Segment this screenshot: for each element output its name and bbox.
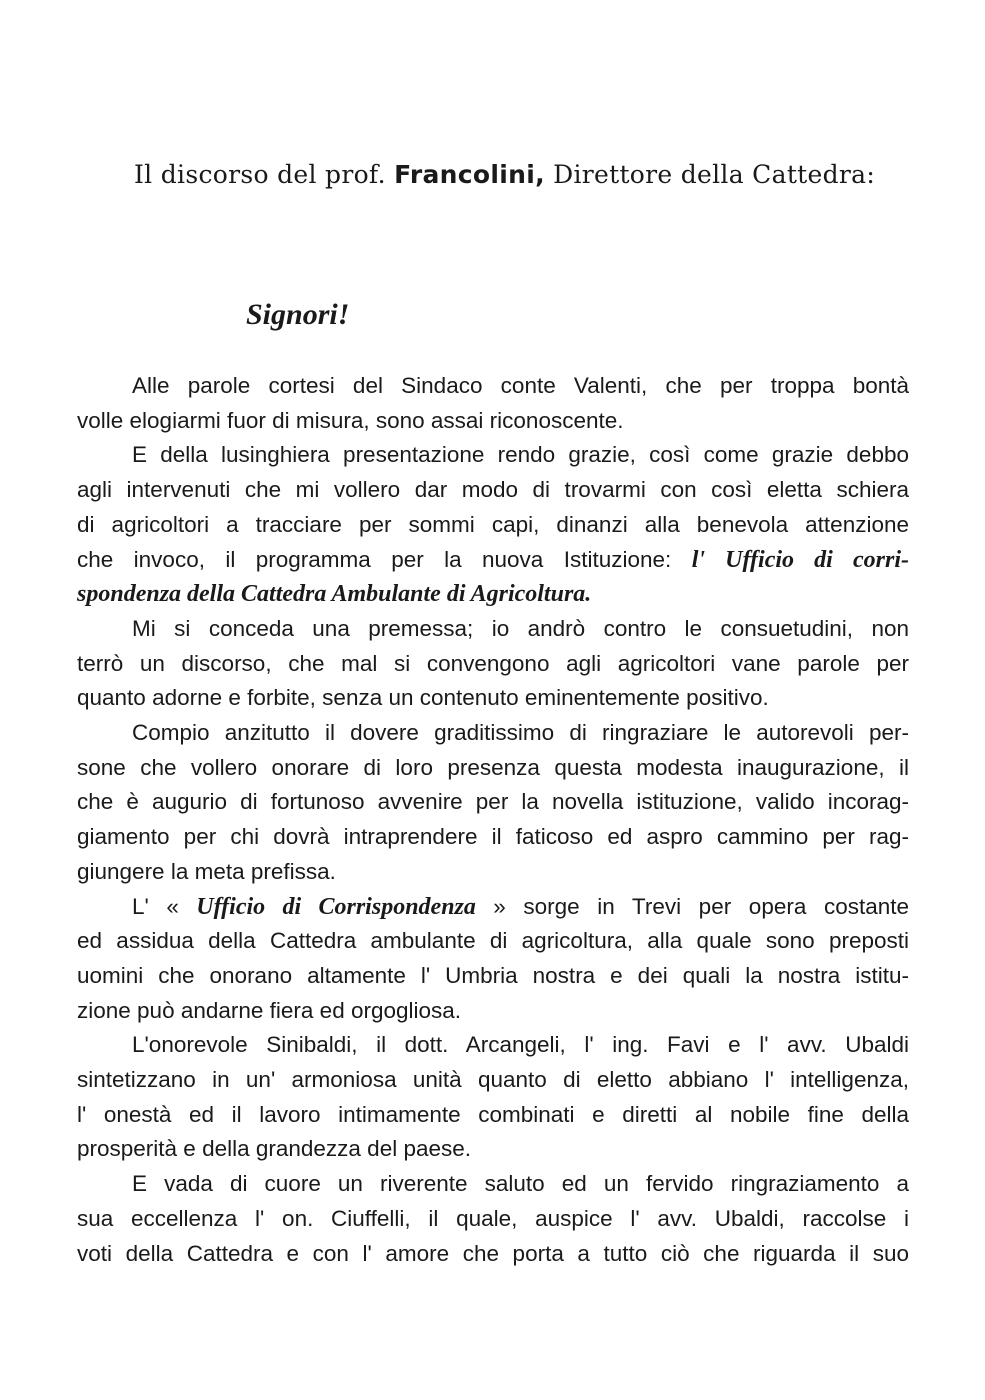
paragraph-4 [77, 716, 909, 890]
text-line: E della lusinghiera presentazione rendo grazie, così come grazie debbo [132, 442, 909, 468]
text-line: Compio anzitutto il dovere graditissimo di ringraziare le autorevoli per- [132, 720, 909, 746]
text-line: volle elogiarmi fuor di misura, sono assai riconoscente. [77, 407, 624, 433]
text-line: l' onestà ed il lavoro intimamente combinati e diretti al nobile fine della [77, 1101, 909, 1127]
text-line: giamento per chi dovrà intraprendere il faticoso ed aspro cammino per rag- [77, 824, 909, 850]
text-line: ed assidua della Cattedra ambulante di agricoltura, alla quale sono preposti [77, 928, 909, 954]
text-line: terrò un discorso, che mal si convengono agli agricoltori vane parole per [77, 650, 909, 676]
text-segment: L' « [132, 893, 179, 919]
paragraph-2 [77, 438, 909, 612]
paragraph-3 [77, 612, 909, 716]
speaker-name: Francolini, [394, 160, 545, 189]
text-line: di agricoltori a tracciare per sommi capi, dinanzi alla benevola attenzione [77, 511, 909, 537]
text-line: quanto adorne e forbite, senza un contenuto eminentemente positivo. [77, 685, 769, 711]
text-line: agli intervenuti che mi vollero dar modo di trovarmi con così eletta schiera [77, 477, 909, 503]
text-line: E vada di cuore un riverente saluto ed un fervido ringraziamento a [132, 1171, 909, 1197]
text-line: sintetizzano in un' armoniosa unità quanto di eletto abbiano l' intelligenza, [77, 1067, 909, 1093]
heading-suffix: Direttore della Cattedra: [544, 160, 876, 189]
text-line: che è augurio di fortunoso avvenire per la novella istituzione, valido incorag- [77, 789, 909, 815]
text-line: giungere la meta prefissa. [77, 858, 336, 884]
paragraph-6 [77, 1028, 909, 1167]
emphasized-title: Ufficio di Corrispondenza [178, 893, 494, 920]
salutation: Signori! [246, 298, 350, 331]
text-line [77, 890, 909, 925]
text-line: Alle parole cortesi del Sindaco conte Valenti, che per troppa bontà [132, 373, 909, 398]
heading-prefix: Il discorso del prof. [134, 160, 395, 189]
speech-heading [134, 160, 894, 189]
text-segment: che invoco, il programma per la nuova Istituzione: [77, 546, 692, 572]
paragraph-1 [77, 369, 909, 438]
speech-body [77, 369, 909, 1271]
text-line: sone che vollero onorare di loro presenza questa modesta inaugurazione, il [77, 754, 909, 780]
emphasized-title: l' Ufficio di corri- [691, 546, 909, 573]
text-line [77, 577, 909, 612]
text-line: voti della Cattedra e con l' amore che porta a tutto ciò che riguarda il suo [77, 1240, 909, 1266]
text-line: L'onorevole Sinibaldi, il dott. Arcangeli, l' ing. Favi e l' avv. Ubaldi [132, 1032, 909, 1058]
text-segment: » sorge in Trevi per opera costante [493, 893, 910, 919]
text-line: zione può andarne fiera ed orgogliosa. [77, 997, 462, 1023]
paragraph-5 [77, 890, 909, 1029]
text-line: prosperità e della grandezza del paese. [77, 1136, 472, 1162]
text-line: uomini che onorano altamente l' Umbria nostra e dei quali la nostra istitu- [77, 962, 909, 988]
text-line: Mi si conceda una premessa; io andrò contro le consuetudini, non [132, 615, 909, 641]
text-line: sua eccellenza l' on. Ciuffelli, il quale, auspice l' avv. Ubaldi, raccolse i [77, 1205, 909, 1231]
text-line [77, 543, 909, 578]
paragraph-7 [77, 1167, 909, 1271]
emphasized-title: spondenza della Cattedra Ambulante di Agricoltura. [77, 581, 592, 608]
